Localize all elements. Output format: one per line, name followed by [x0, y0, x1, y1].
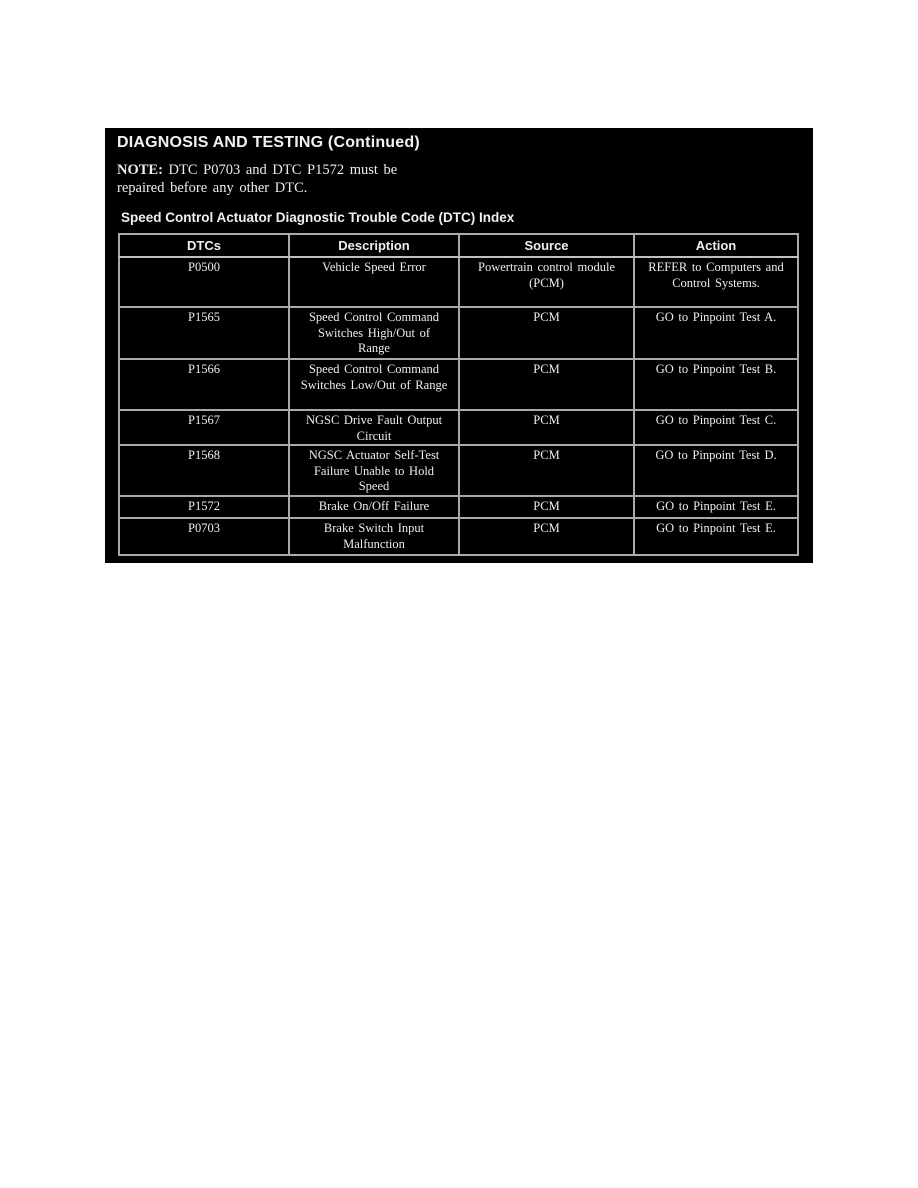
action-cell: GO to Pinpoint Test D.: [634, 445, 798, 496]
dtc-code-cell: P1572: [119, 496, 289, 518]
source-cell: PCM: [459, 307, 634, 359]
source-cell: PCM: [459, 496, 634, 518]
action-cell: GO to Pinpoint Test E.: [634, 518, 798, 555]
column-header-dtcs: DTCs: [119, 234, 289, 257]
action-cell: GO to Pinpoint Test B.: [634, 359, 798, 410]
description-cell: NGSC Actuator Self-Test Failure Unable to Hold Speed: [289, 445, 459, 496]
source-cell: PCM: [459, 518, 634, 555]
action-cell: GO to Pinpoint Test C.: [634, 410, 798, 445]
column-header-action: Action: [634, 234, 798, 257]
section-title: DIAGNOSIS AND TESTING (Continued): [117, 134, 420, 151]
note-line2: repaired before any other DTC.: [117, 179, 308, 196]
note-line1: DTC P0703 and DTC P1572 must be: [168, 162, 398, 178]
source-cell: Powertrain control module (PCM): [459, 257, 634, 307]
column-header-description: Description: [289, 234, 459, 257]
note-label: NOTE:: [117, 162, 163, 178]
description-cell: Brake Switch Input Malfunction: [289, 518, 459, 555]
description-cell: Speed Control Command Switches Low/Out of Range: [289, 359, 459, 410]
table-row: [119, 496, 798, 518]
description-cell: Speed Control Command Switches High/Out of Range: [289, 307, 459, 359]
diagnosis-panel: [105, 128, 813, 563]
description-cell: Vehicle Speed Error: [289, 257, 459, 307]
action-cell: GO to Pinpoint Test A.: [634, 307, 798, 359]
action-cell: GO to Pinpoint Test E.: [634, 496, 798, 518]
source-cell: PCM: [459, 410, 634, 445]
table-row: [119, 307, 798, 359]
dtc-code-cell: P1565: [119, 307, 289, 359]
description-cell: Brake On/Off Failure: [289, 496, 459, 518]
dtc-index-table: [118, 233, 799, 556]
note-paragraph: [117, 162, 447, 197]
table-row: [119, 410, 798, 445]
table-row: [119, 257, 798, 307]
dtc-code-cell: P1566: [119, 359, 289, 410]
source-cell: PCM: [459, 359, 634, 410]
table-header-row: [119, 234, 798, 257]
dtc-code-cell: P1567: [119, 410, 289, 445]
dtc-code-cell: P0500: [119, 257, 289, 307]
table-row: [119, 359, 798, 410]
dtc-code-cell: P1568: [119, 445, 289, 496]
source-cell: PCM: [459, 445, 634, 496]
table-row: [119, 445, 798, 496]
table-row: [119, 518, 798, 555]
table-caption: Speed Control Actuator Diagnostic Trouble Code (DTC) Index: [121, 210, 515, 225]
column-header-source: Source: [459, 234, 634, 257]
action-cell: REFER to Computers and Control Systems.: [634, 257, 798, 307]
dtc-code-cell: P0703: [119, 518, 289, 555]
description-cell: NGSC Drive Fault Output Circuit: [289, 410, 459, 445]
